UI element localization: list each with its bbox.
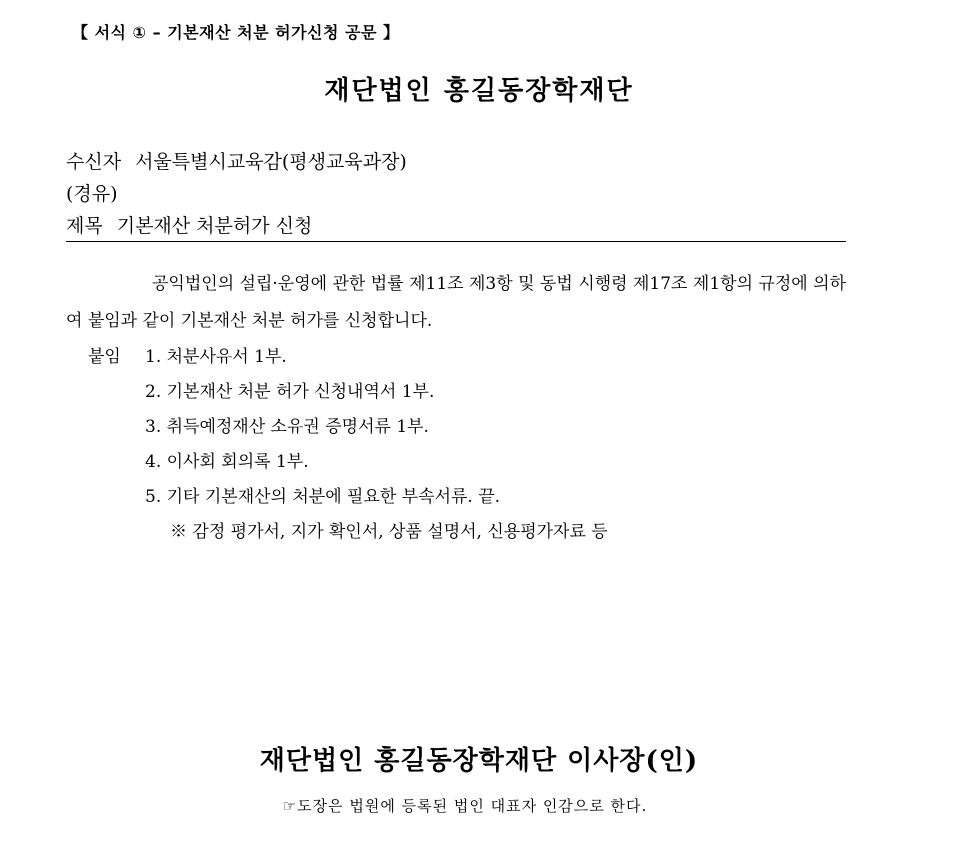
org-title: 재단법인 홍길동장학재단 bbox=[324, 76, 634, 106]
header-block bbox=[66, 146, 846, 242]
subject-line bbox=[66, 210, 846, 242]
list-item bbox=[66, 480, 846, 515]
list-item bbox=[66, 340, 846, 375]
attachment-note: ※ 감정 평가서, 지가 확인서, 상품 설명서, 신용평가자료 등 bbox=[170, 522, 608, 542]
via-line: (경유) bbox=[66, 183, 118, 205]
attachment-item: 1. 처분사유서 1부. bbox=[145, 347, 287, 367]
signature-line: 재단법인 홍길동장학재단 이사장(인) bbox=[259, 746, 699, 776]
recipient-label: 수신자 bbox=[66, 151, 122, 173]
attachment-label: 붙임 bbox=[88, 347, 121, 367]
body-block bbox=[66, 266, 846, 550]
attachment-note-row bbox=[66, 515, 846, 550]
attachment-item: 2. 기본재산 처분 허가 신청내역서 1부. bbox=[145, 382, 435, 402]
attachment-item: 5. 기타 기본재산의 처분에 필요한 부속서류. 끝. bbox=[145, 487, 501, 507]
header-divider bbox=[66, 241, 846, 242]
recipient-value: 서울특별시교육감(평생교육과장) bbox=[135, 151, 407, 173]
list-item bbox=[66, 445, 846, 480]
recipient-line bbox=[66, 146, 846, 178]
attachment-item: 4. 이사회 회의록 1부. bbox=[145, 452, 309, 472]
subject-value: 기본재산 처분허가 신청 bbox=[116, 215, 313, 237]
form-tag: 【 서식 ① – 기본재산 처분 허가신청 공문 】 bbox=[72, 23, 400, 42]
list-item bbox=[66, 375, 846, 410]
footnote: ☞도장은 법원에 등록된 법인 대표자 인감으로 한다. bbox=[282, 797, 648, 815]
body-paragraph: 공익법인의 설립·운영에 관한 법률 제11조 제3항 및 동법 시행령 제17조 제1항의 규정에 의하여 붙임과 같이 기본재산 처분 허가를 신청합니다. bbox=[66, 274, 846, 331]
subject-label: 제목 bbox=[66, 215, 103, 237]
list-item bbox=[66, 410, 846, 445]
attachment-list bbox=[66, 340, 846, 550]
attachment-item: 3. 취득예정재산 소유권 증명서류 1부. bbox=[145, 417, 429, 437]
